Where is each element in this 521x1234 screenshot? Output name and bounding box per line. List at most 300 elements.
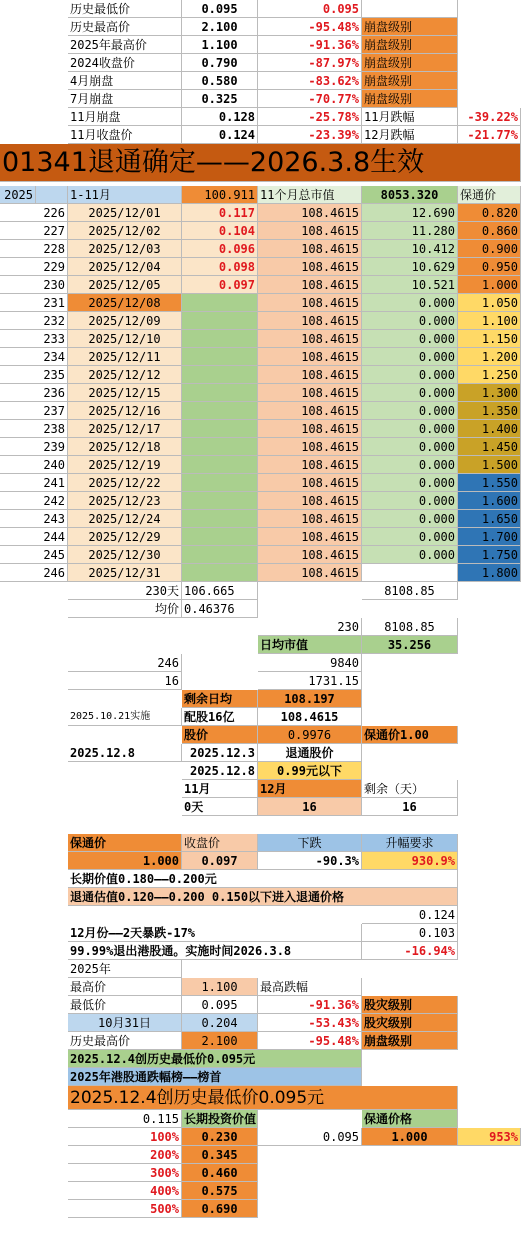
date-cell[interactable]: 2025/12/22 — [68, 474, 182, 492]
guarantee-price[interactable]: 1.300 — [458, 384, 521, 402]
cap-cell[interactable]: 108.4615 — [258, 294, 362, 312]
value-cell[interactable]: 0.000 — [362, 348, 458, 366]
close-cell[interactable] — [182, 474, 258, 492]
pct-cell[interactable]: -21.77% — [458, 126, 521, 144]
date-cell[interactable]: 2025/12/05 — [68, 276, 182, 294]
pct[interactable]: 200% — [68, 1146, 182, 1164]
label[interactable]: 10月31日 — [68, 1014, 182, 1032]
sheet-row — [0, 942, 521, 960]
value[interactable]: 16 — [362, 798, 458, 816]
sheet-row — [0, 54, 521, 72]
period-cell[interactable]: 1-11月 — [68, 186, 182, 204]
blank[interactable] — [36, 186, 68, 204]
value[interactable]: -90.3% — [258, 852, 362, 870]
pct[interactable]: 100% — [68, 1128, 182, 1146]
label[interactable]: 升幅要求 — [362, 834, 458, 852]
value[interactable]: 246 — [68, 654, 182, 672]
close-cell[interactable] — [182, 564, 258, 582]
sheet-row — [0, 852, 521, 870]
guarantee-price[interactable]: 1.200 — [458, 348, 521, 366]
date-cell[interactable]: 2025/12/02 — [68, 222, 182, 240]
sheet-row — [0, 510, 521, 528]
note[interactable]: 2025.12.4创历史最低价0.095元 — [68, 1050, 362, 1068]
label[interactable]: 最高价 — [68, 978, 182, 996]
sheet-row — [0, 798, 521, 816]
note[interactable]: 99.99%退出港股通。实施时间2026.3.8 — [68, 942, 362, 960]
label-cell[interactable]: 12月跌幅 — [362, 126, 458, 144]
sheet-row — [0, 0, 521, 18]
value-cell[interactable]: 0.000 — [362, 420, 458, 438]
close-cell[interactable] — [182, 456, 258, 474]
value-cell[interactable]: 0.000 — [362, 330, 458, 348]
sheet-row — [0, 330, 521, 348]
value[interactable]: 0.230 — [182, 1128, 258, 1146]
sheet-row — [0, 546, 521, 564]
value[interactable]: 0.460 — [182, 1164, 258, 1182]
value-cell[interactable]: 0.000 — [362, 456, 458, 474]
date[interactable]: 2025.12.8 — [182, 762, 258, 780]
label-cell[interactable]: 保通价 — [458, 186, 521, 204]
guarantee-price[interactable]: 1.050 — [458, 294, 521, 312]
day-index[interactable]: 226 — [0, 204, 68, 222]
value[interactable]: 108.4615 — [258, 708, 362, 726]
label[interactable]: 下跌 — [258, 834, 362, 852]
label-cell[interactable]: 4月崩盘 — [68, 72, 182, 90]
value-cell[interactable]: 0.000 — [362, 528, 458, 546]
sheet-row — [0, 582, 521, 600]
date-cell[interactable]: 2025/12/16 — [68, 402, 182, 420]
day-index[interactable]: 231 — [0, 294, 68, 312]
value[interactable]: 0.095 — [258, 1128, 362, 1146]
sheet-row — [0, 492, 521, 510]
day-index[interactable]: 232 — [0, 312, 68, 330]
date-cell[interactable]: 2025/12/04 — [68, 258, 182, 276]
guarantee-price[interactable]: 1.150 — [458, 330, 521, 348]
label-cell[interactable]: 2025年最高价 — [68, 36, 182, 54]
status-cell[interactable]: 崩盘级别 — [362, 54, 458, 72]
pct-cell[interactable]: -39.22% — [458, 108, 521, 126]
day-index[interactable]: 238 — [0, 420, 68, 438]
close-cell[interactable] — [182, 366, 258, 384]
pct-cell[interactable]: -25.78% — [258, 108, 362, 126]
cap-cell[interactable]: 108.4615 — [258, 258, 362, 276]
label[interactable]: 剩余日均 — [182, 690, 258, 708]
pct-cell[interactable]: -91.36% — [258, 36, 362, 54]
status-cell[interactable] — [362, 0, 458, 18]
label[interactable]: 2025年 — [68, 960, 182, 978]
cap-cell[interactable]: 108.4615 — [258, 564, 362, 582]
value-cell[interactable]: 2.100 — [182, 18, 258, 36]
cap-cell[interactable]: 108.4615 — [258, 456, 362, 474]
cap-cell[interactable]: 108.4615 — [258, 276, 362, 294]
value[interactable]: 1.100 — [182, 978, 258, 996]
cap-cell[interactable]: 108.4615 — [258, 348, 362, 366]
guarantee-price[interactable]: 1.400 — [458, 420, 521, 438]
day-index[interactable]: 246 — [0, 564, 68, 582]
close-cell[interactable] — [182, 312, 258, 330]
sheet-row — [0, 636, 521, 654]
pct[interactable]: 300% — [68, 1164, 182, 1182]
date-cell[interactable]: 2025/12/01 — [68, 204, 182, 222]
sheet-row — [0, 1164, 521, 1182]
close-cell[interactable]: 0.117 — [182, 204, 258, 222]
sheet-row — [0, 924, 521, 942]
pct[interactable]: 953% — [458, 1128, 521, 1146]
value[interactable]: 106.665 — [182, 582, 258, 600]
sheet-row — [0, 72, 521, 90]
guarantee-price[interactable]: 1.100 — [458, 312, 521, 330]
value-cell[interactable]: 10.412 — [362, 240, 458, 258]
label[interactable]: 最高跌幅 — [258, 978, 362, 996]
cap-cell[interactable]: 108.4615 — [258, 528, 362, 546]
value[interactable]: 0.124 — [362, 906, 458, 924]
sheet-row — [0, 690, 521, 708]
sheet-row — [0, 1110, 521, 1128]
banner-title[interactable]: 01341退通确定——2026.3.8生效 — [0, 144, 521, 182]
value-cell[interactable]: 0.000 — [362, 492, 458, 510]
sheet-row — [0, 870, 521, 888]
value[interactable]: 9840 — [258, 654, 362, 672]
sheet-row — [0, 222, 521, 240]
value[interactable]: 930.9% — [362, 852, 458, 870]
cap-cell[interactable]: 108.4615 — [258, 330, 362, 348]
close-cell[interactable] — [182, 492, 258, 510]
date[interactable]: 2025.12.3 — [182, 744, 258, 762]
value[interactable]: 8108.85 — [362, 618, 458, 636]
sheet-row — [0, 366, 521, 384]
close-cell[interactable] — [182, 402, 258, 420]
status-cell[interactable]: 崩盘级别 — [362, 90, 458, 108]
value-cell[interactable]: 0.000 — [362, 366, 458, 384]
sheet-row — [0, 402, 521, 420]
day-index[interactable]: 244 — [0, 528, 68, 546]
note[interactable]: 退通估值0.120——0.200 0.150以下进入退通价格 — [68, 888, 458, 906]
day-index[interactable]: 245 — [0, 546, 68, 564]
guarantee-price[interactable]: 1.800 — [458, 564, 521, 582]
label[interactable]: 历史最高价 — [68, 1032, 182, 1050]
label[interactable]: 股灾级别 — [362, 1014, 458, 1032]
day-index[interactable]: 235 — [0, 366, 68, 384]
value-cell[interactable]: 0.000 — [362, 438, 458, 456]
value[interactable]: 16 — [258, 798, 362, 816]
cap-cell[interactable]: 108.4615 — [258, 204, 362, 222]
value[interactable]: 1.000 — [68, 852, 182, 870]
day-index[interactable]: 228 — [0, 240, 68, 258]
date-cell[interactable]: 2025/12/24 — [68, 510, 182, 528]
guarantee-price[interactable]: 1.550 — [458, 474, 521, 492]
pct-cell[interactable]: 0.095 — [258, 0, 362, 18]
date[interactable]: 2025.12.8 — [68, 744, 182, 762]
label[interactable]: 长期投资价值 — [184, 1112, 257, 1126]
day-index[interactable]: 241 — [0, 474, 68, 492]
value[interactable]: -91.36% — [258, 996, 362, 1014]
date-cell[interactable]: 2025/12/15 — [68, 384, 182, 402]
date-cell[interactable]: 2025/12/29 — [68, 528, 182, 546]
value-cell[interactable]: 12.690 — [362, 204, 458, 222]
value[interactable]: 0.9976 — [258, 726, 362, 744]
guarantee-price[interactable]: 1.000 — [458, 276, 521, 294]
value-cell[interactable]: 11.280 — [362, 222, 458, 240]
guarantee-price[interactable]: 1.250 — [458, 366, 521, 384]
sheet-row — [0, 762, 521, 780]
value-cell[interactable]: 0.095 — [182, 0, 258, 18]
label[interactable]: 配股16亿 — [182, 708, 258, 726]
note[interactable]: 2025.10.21实施 — [68, 708, 182, 726]
value-cell[interactable]: 0.000 — [362, 474, 458, 492]
date-cell[interactable]: 2025/12/23 — [68, 492, 182, 510]
value[interactable]: 0.690 — [182, 1200, 258, 1218]
label[interactable]: 收盘价 — [182, 834, 258, 852]
value-cell[interactable]: 0.325 — [182, 90, 258, 108]
date-cell[interactable]: 2025/12/31 — [68, 564, 182, 582]
close-cell[interactable]: 0.104 — [182, 222, 258, 240]
sheet-row — [0, 456, 521, 474]
close-cell[interactable] — [182, 330, 258, 348]
sheet-row — [0, 1182, 521, 1200]
sheet-row — [0, 780, 521, 798]
close-cell[interactable] — [182, 438, 258, 456]
label[interactable]: 0天 — [182, 798, 258, 816]
value-cell[interactable]: 10.629 — [362, 258, 458, 276]
note[interactable]: 长期价值0.180——0.200元 — [68, 870, 458, 888]
value-cell[interactable]: 0.000 — [362, 312, 458, 330]
cap-cell[interactable]: 108.4615 — [258, 240, 362, 258]
status-cell[interactable]: 崩盘级别 — [362, 18, 458, 36]
date-cell[interactable]: 2025/12/19 — [68, 456, 182, 474]
close-cell[interactable] — [182, 510, 258, 528]
value[interactable]: 0.575 — [182, 1182, 258, 1200]
day-index[interactable]: 242 — [0, 492, 68, 510]
note[interactable]: 2025年港股通跌幅榜——榜首 — [68, 1068, 362, 1086]
value-cell[interactable]: 100.911 — [182, 186, 258, 204]
day-index[interactable]: 239 — [0, 438, 68, 456]
guarantee-price[interactable]: 1.500 — [458, 456, 521, 474]
value[interactable]: 1.000 — [362, 1128, 458, 1146]
cap-cell[interactable]: 108.4615 — [258, 384, 362, 402]
date-cell[interactable]: 2025/12/09 — [68, 312, 182, 330]
sheet-row — [0, 420, 521, 438]
value-cell[interactable]: 0.128 — [182, 108, 258, 126]
date-cell[interactable]: 2025/12/18 — [68, 438, 182, 456]
pct[interactable]: 400% — [68, 1182, 182, 1200]
label[interactable]: 保通价格 — [362, 1110, 458, 1128]
close-cell[interactable]: 0.097 — [182, 276, 258, 294]
value[interactable]: 0.99元以下 — [258, 762, 362, 780]
sheet-row — [0, 726, 521, 744]
sheet-row — [0, 276, 521, 294]
sheet-row — [0, 1014, 521, 1032]
label[interactable]: 保通价 — [68, 834, 182, 852]
cap-cell[interactable]: 108.4615 — [258, 438, 362, 456]
guarantee-price[interactable]: 1.650 — [458, 510, 521, 528]
cap-cell[interactable]: 108.4615 — [258, 402, 362, 420]
guarantee-price[interactable]: 1.450 — [458, 438, 521, 456]
close-cell[interactable]: 0.098 — [182, 258, 258, 276]
label[interactable]: 退通股价 — [258, 744, 362, 762]
value[interactable]: 0.095 — [182, 996, 258, 1014]
sheet-row — [0, 18, 521, 36]
sheet-row — [0, 348, 521, 366]
sheet-row — [0, 978, 521, 996]
pct-cell[interactable]: -83.62% — [258, 72, 362, 90]
sheet-row — [0, 564, 521, 582]
day-index[interactable]: 230 — [0, 276, 68, 294]
value[interactable]: 108.197 — [258, 690, 362, 708]
value[interactable]: 0.345 — [182, 1146, 258, 1164]
label[interactable]: 崩盘级别 — [362, 1032, 458, 1050]
value[interactable]: 230 — [258, 618, 362, 636]
sheet-row — [0, 888, 521, 906]
cap-cell[interactable]: 108.4615 — [258, 222, 362, 240]
guarantee-price[interactable]: 0.900 — [458, 240, 521, 258]
label[interactable]: 最低价 — [68, 996, 182, 1014]
label-cell[interactable]: 11月崩盘 — [68, 108, 182, 126]
label[interactable]: 12月 — [258, 780, 362, 798]
label-cell[interactable]: 2024收盘价 — [68, 54, 182, 72]
sheet-row — [0, 240, 521, 258]
cap-cell[interactable]: 108.4615 — [258, 492, 362, 510]
day-index[interactable]: 229 — [0, 258, 68, 276]
label[interactable]: 日均市值 — [258, 636, 362, 654]
day-index[interactable]: 240 — [0, 456, 68, 474]
cap-cell[interactable]: 108.4615 — [258, 546, 362, 564]
sheet-row — [0, 1086, 521, 1110]
sheet-row — [0, 474, 521, 492]
value[interactable]: 0.204 — [182, 1014, 258, 1032]
value-cell[interactable]: 0.000 — [362, 294, 458, 312]
label-cell[interactable]: 11个月总市值 — [258, 186, 362, 204]
value-cell[interactable]: 0.000 — [362, 384, 458, 402]
label[interactable]: 股价 — [182, 726, 258, 744]
sheet-row — [0, 90, 521, 108]
close-cell[interactable] — [182, 384, 258, 402]
value[interactable]: -95.48% — [258, 1032, 362, 1050]
close-cell[interactable] — [182, 528, 258, 546]
guarantee-price[interactable]: 0.860 — [458, 222, 521, 240]
guarantee-price[interactable]: 0.820 — [458, 204, 521, 222]
pct-cell[interactable]: -95.48% — [258, 18, 362, 36]
day-index[interactable]: 237 — [0, 402, 68, 420]
sheet-row — [0, 672, 521, 690]
close-cell[interactable] — [182, 348, 258, 366]
value-cell[interactable]: 0.124 — [182, 126, 258, 144]
label-cell[interactable]: 历史最高价 — [68, 18, 182, 36]
sheet-row — [0, 1200, 521, 1218]
guarantee-price[interactable]: 1.750 — [458, 546, 521, 564]
value[interactable]: 0.097 — [182, 852, 258, 870]
sheet-row — [0, 204, 521, 222]
value-cell[interactable]: 1.100 — [182, 36, 258, 54]
year-cell[interactable]: 2025 — [0, 186, 36, 204]
value-cell[interactable]: 0.000 — [362, 402, 458, 420]
sheet-row — [0, 126, 521, 144]
sheet-row — [0, 906, 521, 924]
sheet-row — [0, 1032, 521, 1050]
sheet-row — [0, 258, 521, 276]
status-cell[interactable]: 崩盘级别 — [362, 36, 458, 54]
label-cell[interactable]: 11月收盘价 — [68, 126, 182, 144]
value[interactable]: 1731.15 — [258, 672, 362, 690]
sheet-row — [0, 600, 521, 618]
note[interactable]: 12月份——2天暴跌-17% — [68, 924, 362, 942]
guarantee-price[interactable]: 1.700 — [458, 528, 521, 546]
pct[interactable]: 500% — [68, 1200, 182, 1218]
label[interactable]: 230天 — [68, 582, 182, 600]
value[interactable]: 0.115 — [68, 1110, 182, 1128]
value[interactable]: 16 — [68, 672, 182, 690]
pct-cell[interactable]: -70.77% — [258, 90, 362, 108]
note[interactable]: 2025.12.4创历史最低价0.095元 — [68, 1086, 458, 1110]
label-cell[interactable]: 7月崩盘 — [68, 90, 182, 108]
cap-cell[interactable]: 108.4615 — [258, 366, 362, 384]
value-cell[interactable]: 0.000 — [362, 510, 458, 528]
label-cell[interactable]: 历史最低价 — [68, 0, 182, 18]
day-index[interactable]: 236 — [0, 384, 68, 402]
sheet-row — [0, 654, 521, 672]
guarantee-price[interactable]: 1.600 — [458, 492, 521, 510]
day-index[interactable]: 243 — [0, 510, 68, 528]
cap-cell[interactable]: 108.4615 — [258, 474, 362, 492]
sheet-row — [0, 834, 521, 852]
date-cell[interactable]: 2025/12/11 — [68, 348, 182, 366]
label[interactable]: 股灾级别 — [362, 996, 458, 1014]
close-cell[interactable] — [182, 546, 258, 564]
day-index[interactable]: 234 — [0, 348, 68, 366]
cap-cell[interactable]: 108.4615 — [258, 420, 362, 438]
date-cell[interactable]: 2025/12/03 — [68, 240, 182, 258]
value[interactable]: 0.103 — [362, 924, 458, 942]
value-cell[interactable]: 0.790 — [182, 54, 258, 72]
guarantee-price[interactable]: 0.950 — [458, 258, 521, 276]
close-cell[interactable]: 0.096 — [182, 240, 258, 258]
value[interactable]: 2.100 — [182, 1032, 258, 1050]
label-cell[interactable]: 11月跌幅 — [362, 108, 458, 126]
date-cell[interactable]: 2025/12/12 — [68, 366, 182, 384]
value[interactable]: -53.43% — [258, 1014, 362, 1032]
sheet-row — [0, 312, 521, 330]
value[interactable]: -16.94% — [362, 942, 458, 960]
cap-cell[interactable]: 108.4615 — [258, 312, 362, 330]
pct-cell[interactable]: -23.39% — [258, 126, 362, 144]
value[interactable]: 8108.85 — [362, 582, 458, 600]
label[interactable]: 保通价1.00 — [362, 726, 458, 744]
guarantee-price[interactable]: 1.350 — [458, 402, 521, 420]
date-cell[interactable]: 2025/12/30 — [68, 546, 182, 564]
day-index[interactable]: 227 — [0, 222, 68, 240]
value-cell[interactable]: 0.580 — [182, 72, 258, 90]
value-cell[interactable]: 10.521 — [362, 276, 458, 294]
close-cell[interactable] — [182, 420, 258, 438]
total-cell[interactable]: 8053.320 — [362, 186, 458, 204]
label[interactable]: 均价 — [68, 600, 182, 618]
cap-cell[interactable]: 108.4615 — [258, 510, 362, 528]
value-cell[interactable]: 0.000 — [362, 546, 458, 564]
sheet-row — [0, 528, 521, 546]
close-cell[interactable] — [182, 294, 258, 312]
value[interactable]: 35.256 — [362, 636, 458, 654]
label[interactable]: 11月 — [182, 780, 258, 798]
date-cell[interactable]: 2025/12/17 — [68, 420, 182, 438]
pct-cell[interactable]: -87.97% — [258, 54, 362, 72]
status-cell[interactable]: 崩盘级别 — [362, 72, 458, 90]
day-index[interactable]: 233 — [0, 330, 68, 348]
value-cell[interactable] — [362, 564, 458, 582]
date-cell[interactable]: 2025/12/10 — [68, 330, 182, 348]
date-cell[interactable]: 2025/12/08 — [68, 294, 182, 312]
value[interactable]: 0.46376 — [182, 600, 258, 618]
sheet-row — [0, 108, 521, 126]
label[interactable]: 剩余（天） — [362, 780, 458, 798]
